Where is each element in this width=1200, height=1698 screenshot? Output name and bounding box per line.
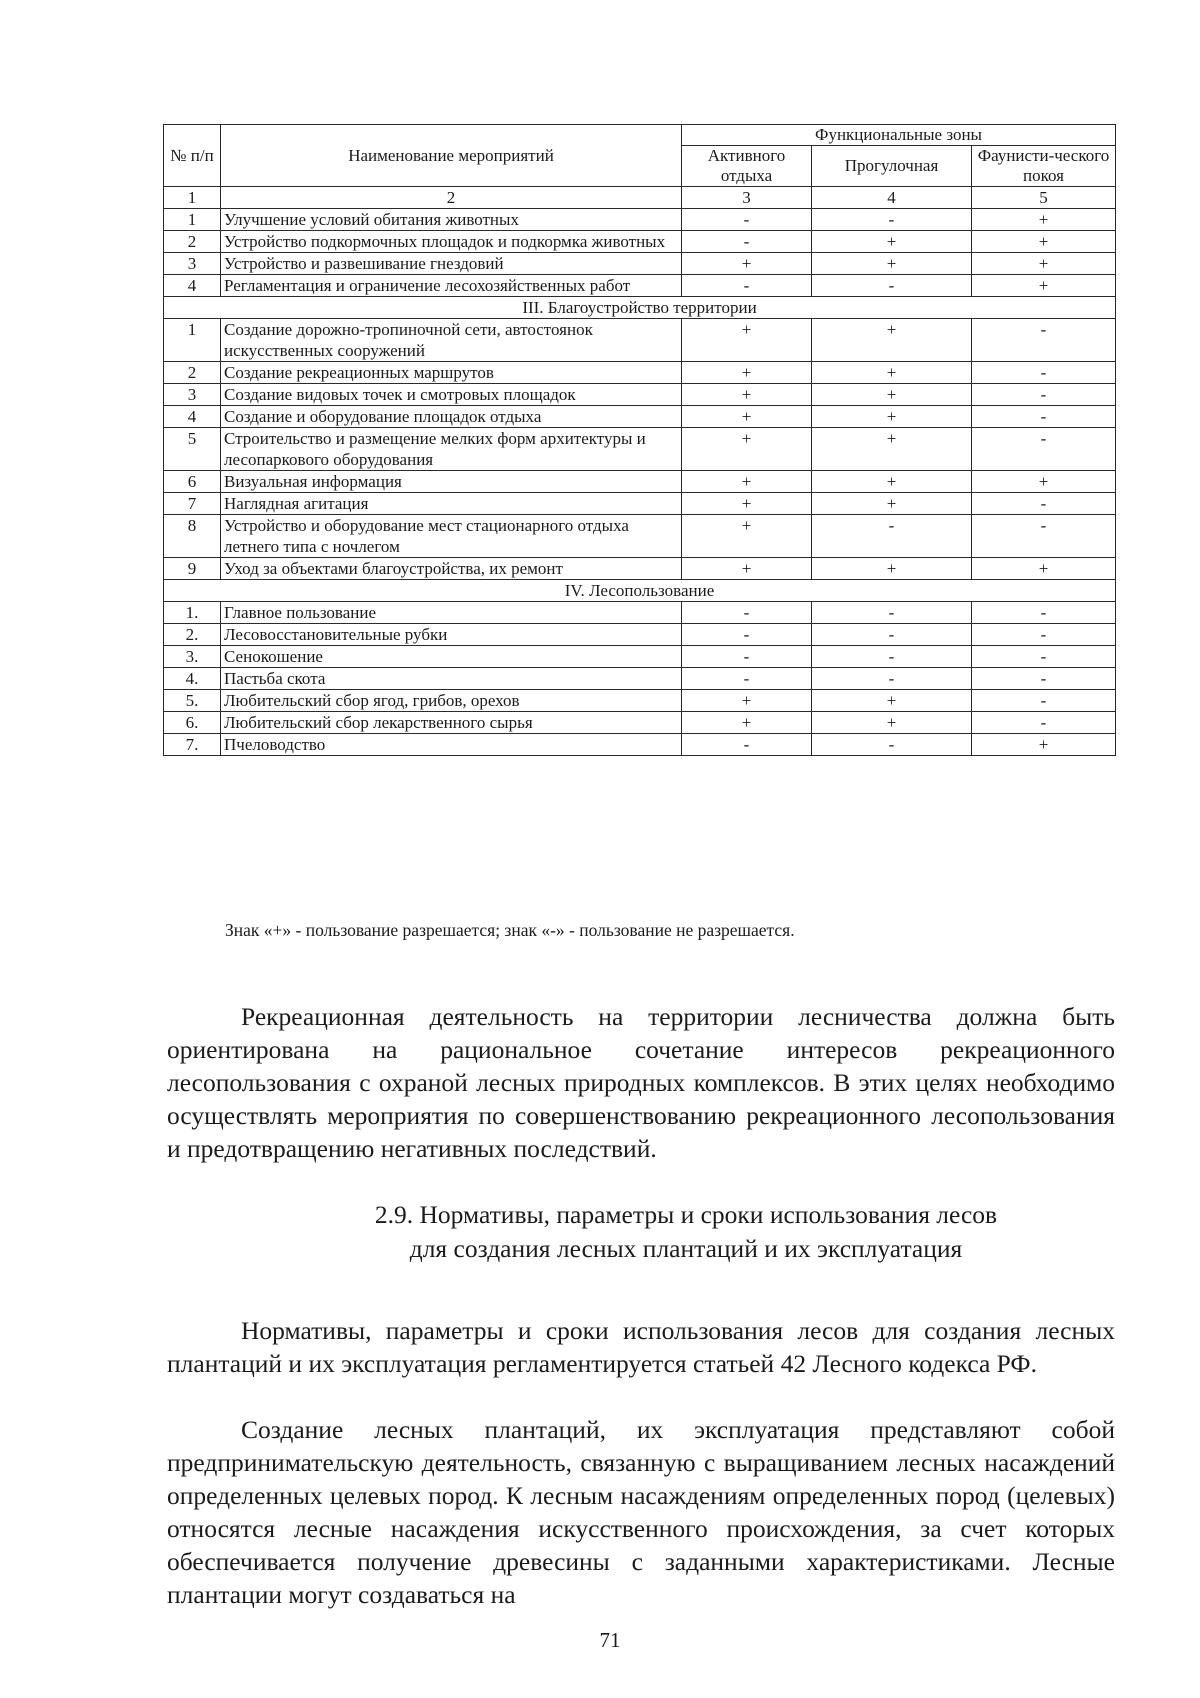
row-mark-fauna: - bbox=[972, 690, 1116, 712]
row-mark-active: + bbox=[682, 493, 812, 515]
table-row bbox=[164, 362, 1116, 384]
row-number: 2 bbox=[164, 231, 221, 253]
row-activity-name: Пчеловодство bbox=[221, 734, 682, 756]
row-activity-name: Уход за объектами благоустройства, их ремонт bbox=[221, 558, 682, 580]
header-zones-group: Функциональные зоны bbox=[682, 125, 1116, 146]
row-number: 9 bbox=[164, 558, 221, 580]
row-mark-fauna: - bbox=[972, 602, 1116, 624]
row-activity-name: Устройство и развешивание гнездовий bbox=[221, 253, 682, 275]
row-number: 6. bbox=[164, 712, 221, 734]
paragraph-plantations: Создание лесных плантаций, их эксплуатация представляют собой предпринимательскую деятельность, связанную с выращиванием лесных насаждений определенных целевых пород. К лесным насаждениям определенных пород (целевых) относятся лесные насаждения искусственного происхождения, за счет которых обеспечивается получение древесины с заданными характеристиками. Лесные плантации могут создаваться на bbox=[167, 1415, 1115, 1609]
table-row bbox=[164, 253, 1116, 275]
row-mark-fauna: - bbox=[972, 646, 1116, 668]
row-mark-walk: + bbox=[812, 493, 972, 515]
table-row bbox=[164, 602, 1116, 624]
row-mark-fauna: - bbox=[972, 668, 1116, 690]
row-mark-walk: + bbox=[812, 406, 972, 428]
section-heading-line-1: 2.9. Нормативы, параметры и сроки использования лесов bbox=[374, 1200, 998, 1229]
row-number: 6 bbox=[164, 471, 221, 493]
row-mark-fauna: + bbox=[972, 558, 1116, 580]
row-mark-active: + bbox=[682, 253, 812, 275]
row-mark-active: - bbox=[682, 646, 812, 668]
header-walk-zone: Прогулочная bbox=[812, 146, 972, 187]
row-mark-active: - bbox=[682, 275, 812, 297]
table-row bbox=[164, 384, 1116, 406]
row-number: 8 bbox=[164, 515, 221, 558]
row-number: 3. bbox=[164, 646, 221, 668]
row-mark-active: - bbox=[682, 624, 812, 646]
section-row-forest-use bbox=[164, 580, 1116, 602]
row-mark-walk: - bbox=[812, 624, 972, 646]
row-number: 4 bbox=[164, 275, 221, 297]
row-mark-active: + bbox=[682, 515, 812, 558]
row-number: 1 bbox=[164, 209, 221, 231]
table-row bbox=[164, 668, 1116, 690]
row-activity-name: Наглядная агитация bbox=[221, 493, 682, 515]
row-number: 1 bbox=[164, 319, 221, 362]
row-mark-active: + bbox=[682, 384, 812, 406]
header-name: Наименование мероприятий bbox=[221, 125, 682, 187]
row-number: 4 bbox=[164, 406, 221, 428]
row-mark-active: - bbox=[682, 209, 812, 231]
row-mark-walk: + bbox=[812, 253, 972, 275]
row-number: 2 bbox=[164, 362, 221, 384]
row-mark-walk: + bbox=[812, 231, 972, 253]
table-row bbox=[164, 319, 1116, 362]
row-mark-fauna: + bbox=[972, 734, 1116, 756]
table-row bbox=[164, 646, 1116, 668]
table-row bbox=[164, 406, 1116, 428]
table-row bbox=[164, 231, 1116, 253]
row-number: 1. bbox=[164, 602, 221, 624]
row-mark-active: - bbox=[682, 231, 812, 253]
row-mark-walk: + bbox=[812, 471, 972, 493]
row-mark-walk: + bbox=[812, 428, 972, 471]
row-activity-name: Любительский сбор лекарственного сырья bbox=[221, 712, 682, 734]
row-mark-fauna: + bbox=[972, 231, 1116, 253]
row-activity-name: Лесовосстановительные рубки bbox=[221, 624, 682, 646]
row-mark-active: + bbox=[682, 406, 812, 428]
page-number: 71 bbox=[599, 1628, 621, 1652]
table-row bbox=[164, 275, 1116, 297]
row-mark-walk: + bbox=[812, 712, 972, 734]
row-activity-name: Создание видовых точек и смотровых площадок bbox=[221, 384, 682, 406]
row-activity-name: Регламентация и ограничение лесохозяйственных работ bbox=[221, 275, 682, 297]
row-number: 4. bbox=[164, 668, 221, 690]
row-mark-walk: + bbox=[812, 384, 972, 406]
row-mark-walk: - bbox=[812, 668, 972, 690]
row-mark-fauna: + bbox=[972, 209, 1116, 231]
row-mark-walk: + bbox=[812, 319, 972, 362]
row-mark-fauna: - bbox=[972, 406, 1116, 428]
row-mark-active: + bbox=[682, 712, 812, 734]
row-mark-active: - bbox=[682, 668, 812, 690]
table-row bbox=[164, 428, 1116, 471]
row-activity-name: Пастьба скота bbox=[221, 668, 682, 690]
row-mark-active: + bbox=[682, 471, 812, 493]
row-mark-walk: - bbox=[812, 515, 972, 558]
row-mark-active: + bbox=[682, 690, 812, 712]
row-mark-fauna: - bbox=[972, 384, 1116, 406]
row-activity-name: Любительский сбор ягод, грибов, орехов bbox=[221, 690, 682, 712]
column-number-row bbox=[164, 187, 1116, 209]
paragraph-norms: Нормативы, параметры и сроки использования лесов для создания лесных плантаций и их эксплуатация регламентируется статьей 42 Лесного кодекса РФ. bbox=[167, 1316, 1115, 1378]
row-activity-name: Устройство подкормочных площадок и подкормка животных bbox=[221, 231, 682, 253]
row-activity-name: Сенокошение bbox=[221, 646, 682, 668]
row-mark-fauna: + bbox=[972, 253, 1116, 275]
column-number: 3 bbox=[682, 187, 812, 209]
row-activity-name: Создание дорожно-тропиночной сети, автостоянок искусственных сооружений bbox=[221, 319, 682, 362]
row-activity-name: Строительство и размещение мелких форм архитектуры и лесопаркового оборудования bbox=[221, 428, 682, 471]
table-row bbox=[164, 493, 1116, 515]
section-row-landscaping bbox=[164, 297, 1116, 319]
row-mark-fauna: - bbox=[972, 624, 1116, 646]
row-number: 5 bbox=[164, 428, 221, 471]
section-title: III. Благоустройство территории bbox=[164, 297, 1116, 319]
section-heading bbox=[167, 1198, 1115, 1266]
row-mark-walk: + bbox=[812, 558, 972, 580]
row-mark-walk: + bbox=[812, 362, 972, 384]
section-heading-line-2: для создания лесных плантаций и их эксплуатация bbox=[409, 1234, 963, 1263]
row-mark-fauna: - bbox=[972, 515, 1116, 558]
row-mark-active: + bbox=[682, 319, 812, 362]
column-number: 1 bbox=[164, 187, 221, 209]
row-mark-fauna: - bbox=[972, 362, 1116, 384]
row-number: 7. bbox=[164, 734, 221, 756]
table-body-landscaping bbox=[164, 319, 1116, 580]
table-row bbox=[164, 471, 1116, 493]
header-fauna-zone: Фаунисти-ческого покоя bbox=[972, 146, 1116, 187]
row-mark-walk: - bbox=[812, 209, 972, 231]
table-row bbox=[164, 712, 1116, 734]
row-mark-walk: - bbox=[812, 734, 972, 756]
table-row bbox=[164, 209, 1116, 231]
row-mark-active: - bbox=[682, 602, 812, 624]
paragraph-recreation: Рекреационная деятельность на территории лесничества должна быть ориентирована на рациональное сочетание интересов рекреационного лесопользования с охраной лесных природных комплексов. В этих целях необходимо осуществлять мероприятия по совершенствованию рекреационного лесопользования и предотвращению негативных последствий. bbox=[167, 1002, 1115, 1163]
table-row bbox=[164, 558, 1116, 580]
row-mark-active: - bbox=[682, 734, 812, 756]
row-number: 3 bbox=[164, 253, 221, 275]
row-mark-walk: - bbox=[812, 602, 972, 624]
row-activity-name: Главное пользование bbox=[221, 602, 682, 624]
column-number: 2 bbox=[221, 187, 682, 209]
column-number: 4 bbox=[812, 187, 972, 209]
row-activity-name: Устройство и оборудование мест стационарного отдыха летнего типа с ночлегом bbox=[221, 515, 682, 558]
header-active-zone: Активного отдыха bbox=[682, 146, 812, 187]
row-mark-fauna: + bbox=[972, 275, 1116, 297]
row-activity-name: Улучшение условий обитания животных bbox=[221, 209, 682, 231]
row-mark-walk: + bbox=[812, 690, 972, 712]
row-number: 3 bbox=[164, 384, 221, 406]
table-row bbox=[164, 690, 1116, 712]
table-body-forest-use bbox=[164, 602, 1116, 756]
row-mark-active: + bbox=[682, 362, 812, 384]
table-row bbox=[164, 515, 1116, 558]
functional-zones-table bbox=[163, 124, 1116, 756]
row-number: 7 bbox=[164, 493, 221, 515]
header-num: № п/п bbox=[164, 125, 221, 187]
row-number: 2. bbox=[164, 624, 221, 646]
table-body-wildlife bbox=[164, 209, 1116, 297]
row-mark-walk: - bbox=[812, 275, 972, 297]
row-mark-active: + bbox=[682, 558, 812, 580]
section-title: IV. Лесопользование bbox=[164, 580, 1116, 602]
row-mark-fauna: - bbox=[972, 493, 1116, 515]
row-mark-fauna: - bbox=[972, 319, 1116, 362]
row-mark-fauna: - bbox=[972, 712, 1116, 734]
column-number: 5 bbox=[972, 187, 1116, 209]
row-activity-name: Создание и оборудование площадок отдыха bbox=[221, 406, 682, 428]
table-row bbox=[164, 624, 1116, 646]
row-activity-name: Создание рекреационных маршрутов bbox=[221, 362, 682, 384]
row-number: 5. bbox=[164, 690, 221, 712]
row-mark-fauna: + bbox=[972, 471, 1116, 493]
table-row bbox=[164, 734, 1116, 756]
row-mark-fauna: - bbox=[972, 428, 1116, 471]
row-mark-active: + bbox=[682, 428, 812, 471]
row-mark-walk: - bbox=[812, 646, 972, 668]
row-activity-name: Визуальная информация bbox=[221, 471, 682, 493]
table-footnote: Знак «+» - пользование разрешается; знак «-» - пользование не разрешается. bbox=[225, 920, 795, 940]
